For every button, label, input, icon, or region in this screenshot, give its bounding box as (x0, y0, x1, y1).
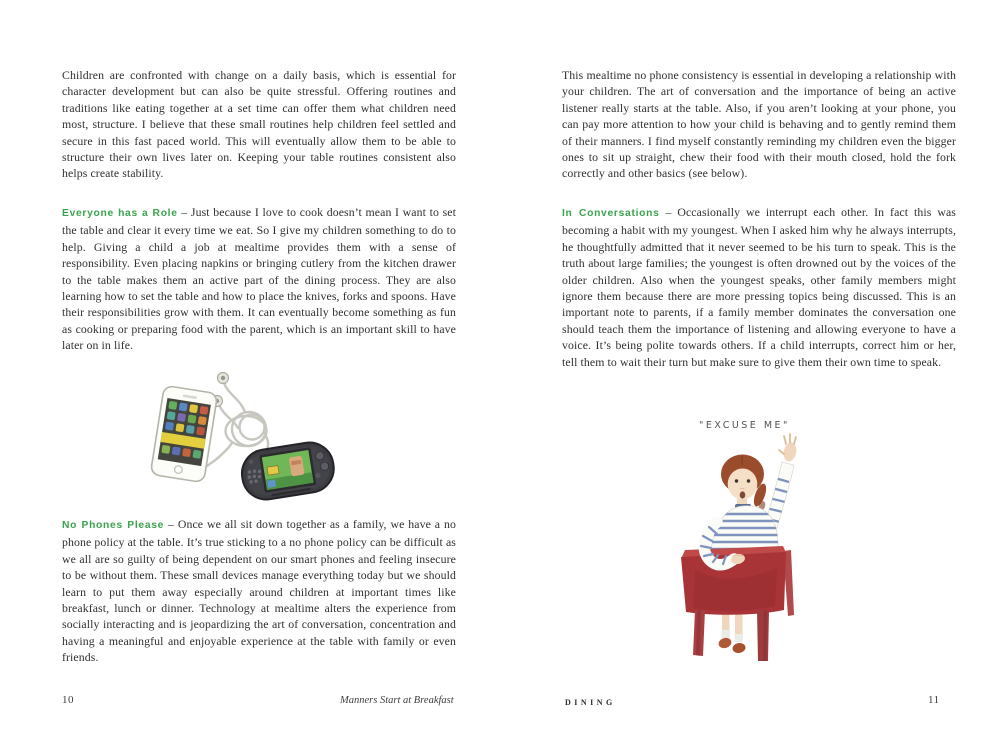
left-page-number: 10 (62, 694, 74, 706)
phones-and-console-illustration (148, 366, 340, 516)
earbud-left (218, 373, 229, 384)
girl-at-table-illustration (665, 410, 835, 662)
excuse-me-speech-text: "EXCUSE ME" (699, 420, 790, 431)
section-in-conversations (562, 204, 956, 370)
section-no-phones-please (62, 516, 456, 666)
section-heading-everyone-has-a-role: Everyone has a Role (62, 208, 178, 219)
right-page-number: 11 (928, 694, 940, 706)
section-body-no-phones-please: – Once we all sit down together as a family, we have a no phone policy at the table. It’s true sticking to a no phone policy can be difficult as we all are so guilty of being dependent on our smart phones and feeling insecure to be without them. These small devices manage everything today but we should learn to put them away especially around children at important times like breakfast, lunch or dinner. Technology at mealtime alters the experience from socially interacting and is jeopardizing the art of conversation, concentration and having a meaningful and enjoyable experience at the table with family or even friends. (62, 517, 457, 665)
section-everyone-has-a-role (62, 204, 456, 354)
section-heading-no-phones-please: No Phones Please (62, 520, 165, 531)
right-section-footer: DINING (565, 698, 616, 707)
left-running-title: Manners Start at Breakfast (340, 695, 454, 706)
girl-legs (717, 608, 746, 654)
section-heading-in-conversations: In Conversations (562, 208, 660, 219)
smartphone-illustration (150, 385, 217, 482)
game-console-illustration (238, 439, 337, 503)
section-body-in-conversations: – Occasionally we interrupt each other. In fact this was becoming a habit with my youngest. When I asked him why he always interrupts, he thoughtfully admitted that it never seemed to be his turn to speak. This is the truth about large families; the youngest is often drowned out by the voices of the older children. Also when the youngest speaks, other family members might ignore them because there are more pressing topics being discussed. This is an important note to parents, if a family member dominates the conversation one should teach them the importance of listening and allowing everyone to have a voice. It’s being polite towards others. If a child interrupts, correct him or her, tell them to wait their turn but make sure to give them their own time to speak. (562, 205, 956, 369)
girl-head (721, 455, 769, 512)
right-intro-paragraph: This mealtime no phone consistency is essential in developing a relationship with your children. The art of conversation and the importance of being an active listener really starts at the table. Also, if you aren’t looking at your phone, you can pay more attention to how your child is behaving and to gently remind them of their manners. I find myself constantly reminding my children even the bigger ones to sit up straight, chew their food with their mouth closed, hold the fork correctly and other basics (see below). (562, 68, 956, 181)
section-body-everyone-has-a-role: – Just because I love to cook doesn’t mean I want to set the table and clear it every time we eat. So I give my children something to do to help. Giving a child a job at mealtime provides them with a sense of responsibility. Even placing napkins or bringing cutlery from the kitchen drawer to the table makes them an active part of the dining process. They are also learning how to set the table and how to place the knives, forks and spoons. Have their responsibilities grow with them. It can eventually become something as fun as cooking or preparing food with the parent, which is an important skill to have later on in life. (62, 205, 456, 353)
left-intro-paragraph: Children are confronted with change on a daily basis, which is essential for character development but can also be quite stressful. Offering routines and traditions like eating together at a set time can offer them what children need most, structure. I believe that these small routines help children feel settled and secure in this fast paced world. This will eventually allow them to be able to structure their own lives later on. Keeping your table routines consistent also helps create stability. (62, 68, 456, 181)
